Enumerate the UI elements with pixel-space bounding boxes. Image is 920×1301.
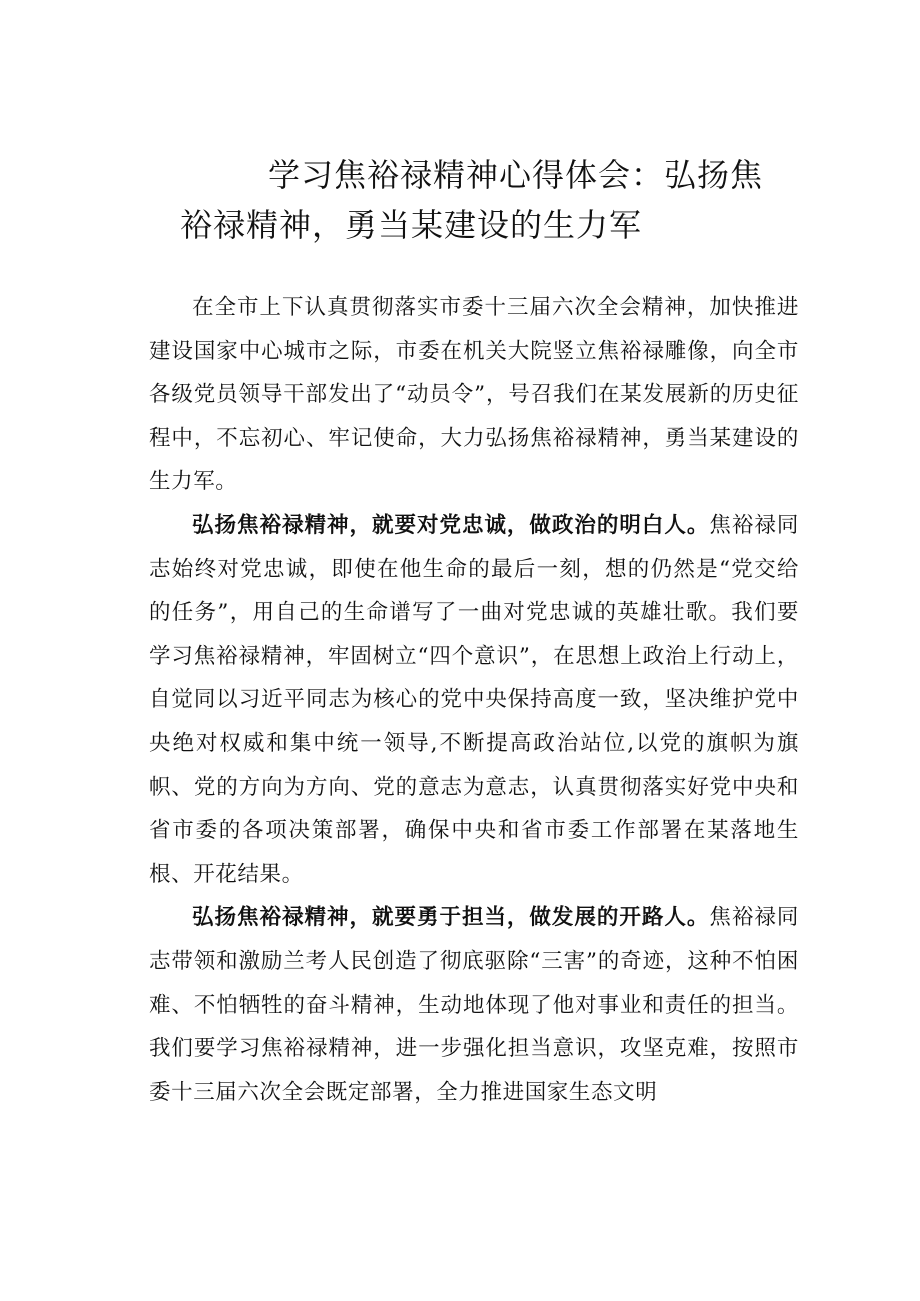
title-line-1: 学习焦裕禄精神心得体会：弘扬焦 [268, 156, 764, 194]
paragraph-responsibility [149, 896, 799, 1114]
title-line-2: 裕禄精神，勇当某建设的生力军 [180, 206, 643, 244]
paragraph-intro [149, 286, 799, 504]
paragraph-lead: 弘扬焦裕禄精神，就要勇于担当，做发展的开路人。 [192, 905, 710, 931]
paragraph-text: 在全市上下认真贯彻落实市委十三届六次全会精神，加快推进建设国家中心城市之际，市委在机关大院竖立焦裕禄雕像，向全市各级党员领导干部发出了“动员令”，号召我们在某发展新的历史征程中，不忘初心、牢记使命，大力弘扬焦裕禄精神，勇当某建设的生力军。 [149, 295, 799, 495]
paragraph-loyalty [149, 504, 799, 896]
document-title [180, 150, 780, 250]
paragraph-text: 焦裕禄同志带领和激励兰考人民创造了彻底驱除“三害”的奇迹，这种不怕困难、不怕牺牲的奋斗精神，生动地体现了他对事业和责任的担当。我们要学习焦裕禄精神，进一步强化担当意识，攻坚克难，按照市委十三届六次全会既定部署，全力推进国家生态文明 [149, 905, 799, 1105]
paragraph-text: 焦裕禄同志始终对党忠诚，即使在他生命的最后一刻，想的仍然是“党交给的任务”，用自己的生命谱写了一曲对党忠诚的英雄壮歌。我们要学习焦裕禄精神，牢固树立“四个意识”，在思想上政治上行动上，自觉同以习近平同志为核心的党中央保持高度一致，坚决维护党中央绝对权威和集中统一领导,不断提高政治站位,以党的旗帜为旗帜、党的方向为方向、党的意志为意志，认真贯彻落实好党中央和省市委的各项决策部署，确保中央和省市委工作部署在某落地生根、开花结果。 [149, 512, 799, 887]
document-body [149, 286, 799, 1114]
paragraph-lead: 弘扬焦裕禄精神，就要对党忠诚，做政治的明白人。 [192, 512, 710, 538]
